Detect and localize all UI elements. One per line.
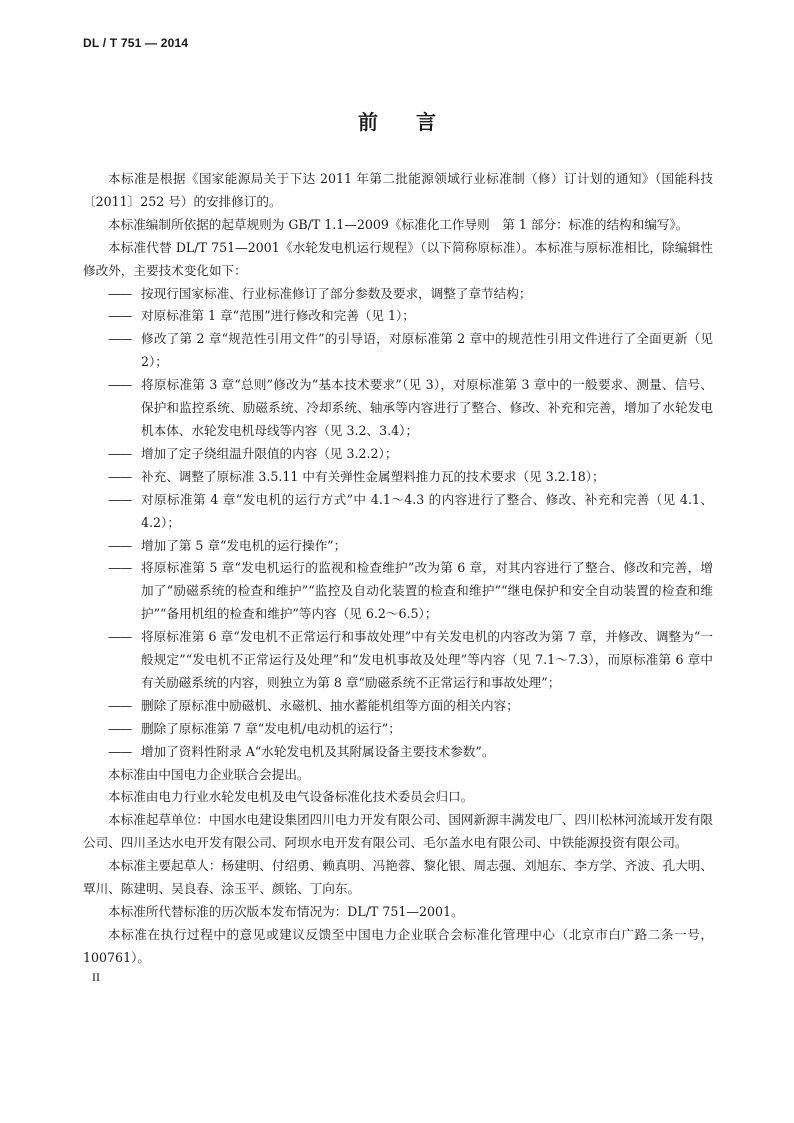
list-item: —— 增加了定子绕组温升限值的内容（见 3.2.2）； bbox=[83, 443, 713, 466]
outro-paragraph: 本标准主要起草人：杨建明、付绍勇、赖真明、冯艳蓉、黎化银、周志强、刘旭东、李方学、齐波、孔大明、覃川、陈建明、吴良春、涂玉平、颜铭、丁向东。 bbox=[83, 858, 713, 897]
dash-marker: —— bbox=[108, 491, 132, 507]
intro-paragraph: 本标准是根据《国家能源局关于下达 2011 年第二批能源领域行业标准制（修）订计划的通知》（国能科技〔2011〕252 号）的安排修订的。 bbox=[83, 171, 713, 209]
page-title bbox=[0, 106, 794, 135]
title-char-1: 前 bbox=[358, 110, 378, 134]
page-number: II bbox=[92, 970, 100, 984]
list-item: —— 对原标准第 1 章“范围”进行修改和完善（见 1）； bbox=[83, 305, 713, 328]
outro-paragraph: 本标准由电力行业水轮发电机及电气设备标准化技术委员会归口。 bbox=[108, 789, 474, 805]
list-item: —— 修改了第 2 章“规范性引用文件”的引导语，对原标准第 2 章中的规范性引用文件进行了全面更新（见 2）； bbox=[83, 328, 713, 374]
dash-marker: —— bbox=[108, 720, 132, 736]
list-item: —— 增加了资料性附录 A“水轮发电机及其附属设备主要技术参数”。 bbox=[83, 741, 713, 764]
list-item: —— 对原标准第 4 章“发电机的运行方式”中 4.1～4.3 的内容进行了整合、修改、补充和完善（见 4.1、4.2）； bbox=[83, 489, 713, 535]
list-item: —— 将原标准第 3 章“总则”修改为“基本技术要求”（见 3），对原标准第 3 章中的一般要求、测量、信号、保护和监控系统、励磁系统、冷却系统、轴承等内容进行了整合、修改、补充和完善，增加了水轮发电机本体、水轮发电机母线等内容（见 3.2、3.4）； bbox=[83, 374, 713, 443]
dash-marker: —— bbox=[108, 537, 132, 553]
dash-marker: —— bbox=[108, 560, 132, 576]
intro-paragraph: 本标准代替 DL/T 751—2001《水轮发电机运行规程》（以下简称原标准）。本标准与原标准相比，除编辑性修改外，主要技术变化如下： bbox=[83, 239, 713, 278]
changes-list bbox=[83, 283, 713, 764]
list-item: —— 补充、调整了原标准 3.5.11 中有关弹性金属塑料推力瓦的技术要求（见 3.2.18）； bbox=[83, 466, 713, 489]
dash-marker: —— bbox=[108, 468, 132, 484]
dash-marker: —— bbox=[108, 445, 132, 461]
title-char-2: 言 bbox=[416, 110, 436, 134]
dash-marker: —— bbox=[108, 285, 132, 301]
list-item: —— 将原标准第 6 章“发电机不正常运行和事故处理”中有关发电机的内容改为第 7 章，并修改、调整为“一般规定”“发电机不正常运行及处理”和“发电机事故及处理”等内容（见 7.1～7.3），而原标准第 6 章中有关励磁系统的内容，则独立为第 8 章“励磁系统不正常运行和事故处理”； bbox=[83, 626, 713, 695]
document-code: DL / T 751 — 2014 bbox=[83, 36, 189, 50]
list-item: —— 删除了原标准中励磁机、永磁机、抽水蓄能机组等方面的相关内容； bbox=[83, 695, 713, 718]
outro-paragraph: 本标准在执行过程中的意见或建议反馈至中国电力企业联合会标准化管理中心（北京市白广路二条一号，100761）。 bbox=[83, 926, 713, 965]
list-item: —— 增加了第 5 章“发电机的运行操作”； bbox=[83, 535, 713, 558]
dash-marker: —— bbox=[108, 743, 132, 759]
list-item: —— 将原标准第 5 章“发电机运行的监视和检查维护”改为第 6 章，对其内容进行了整合、修改和完善，增加了“励磁系统的检查和维护”“监控及自动化装置的检查和维护”“继电保护和安全自动装置的检查和维护”“备用机组的检查和维护”等内容（见 6.2～6.5）； bbox=[83, 557, 713, 626]
outro-paragraph: 本标准由中国电力企业联合会提出。 bbox=[108, 766, 310, 782]
dash-marker: —— bbox=[108, 308, 132, 324]
outro-paragraph: 本标准所代替标准的历次版本发布情况为：DL/T 751—2001。 bbox=[108, 904, 464, 919]
dash-marker: —— bbox=[108, 331, 132, 347]
intro-paragraph: 本标准编制所依据的起草规则为 GB/T 1.1—2009《标准化工作导则 第 1 部分：标准的结构和编写》。 bbox=[108, 216, 689, 232]
dash-marker: —— bbox=[108, 697, 132, 713]
dash-marker: —— bbox=[108, 629, 132, 645]
list-item: —— 按现行国家标准、行业标准修订了部分参数及要求，调整了章节结构； bbox=[83, 283, 713, 306]
dash-marker: —— bbox=[108, 377, 132, 393]
outro-paragraph: 本标准起草单位：中国水电建设集团四川电力开发有限公司、国网新源丰满发电厂、四川松林河流域开发有限公司、四川圣达水电开发有限公司、阿坝水电开发有限公司、毛尔盖水电有限公司、中铁能源投资有限公司。 bbox=[83, 812, 713, 851]
list-item: —— 删除了原标准第 7 章“发电机/电动机的运行”； bbox=[83, 718, 713, 741]
foreword-body bbox=[83, 168, 713, 970]
